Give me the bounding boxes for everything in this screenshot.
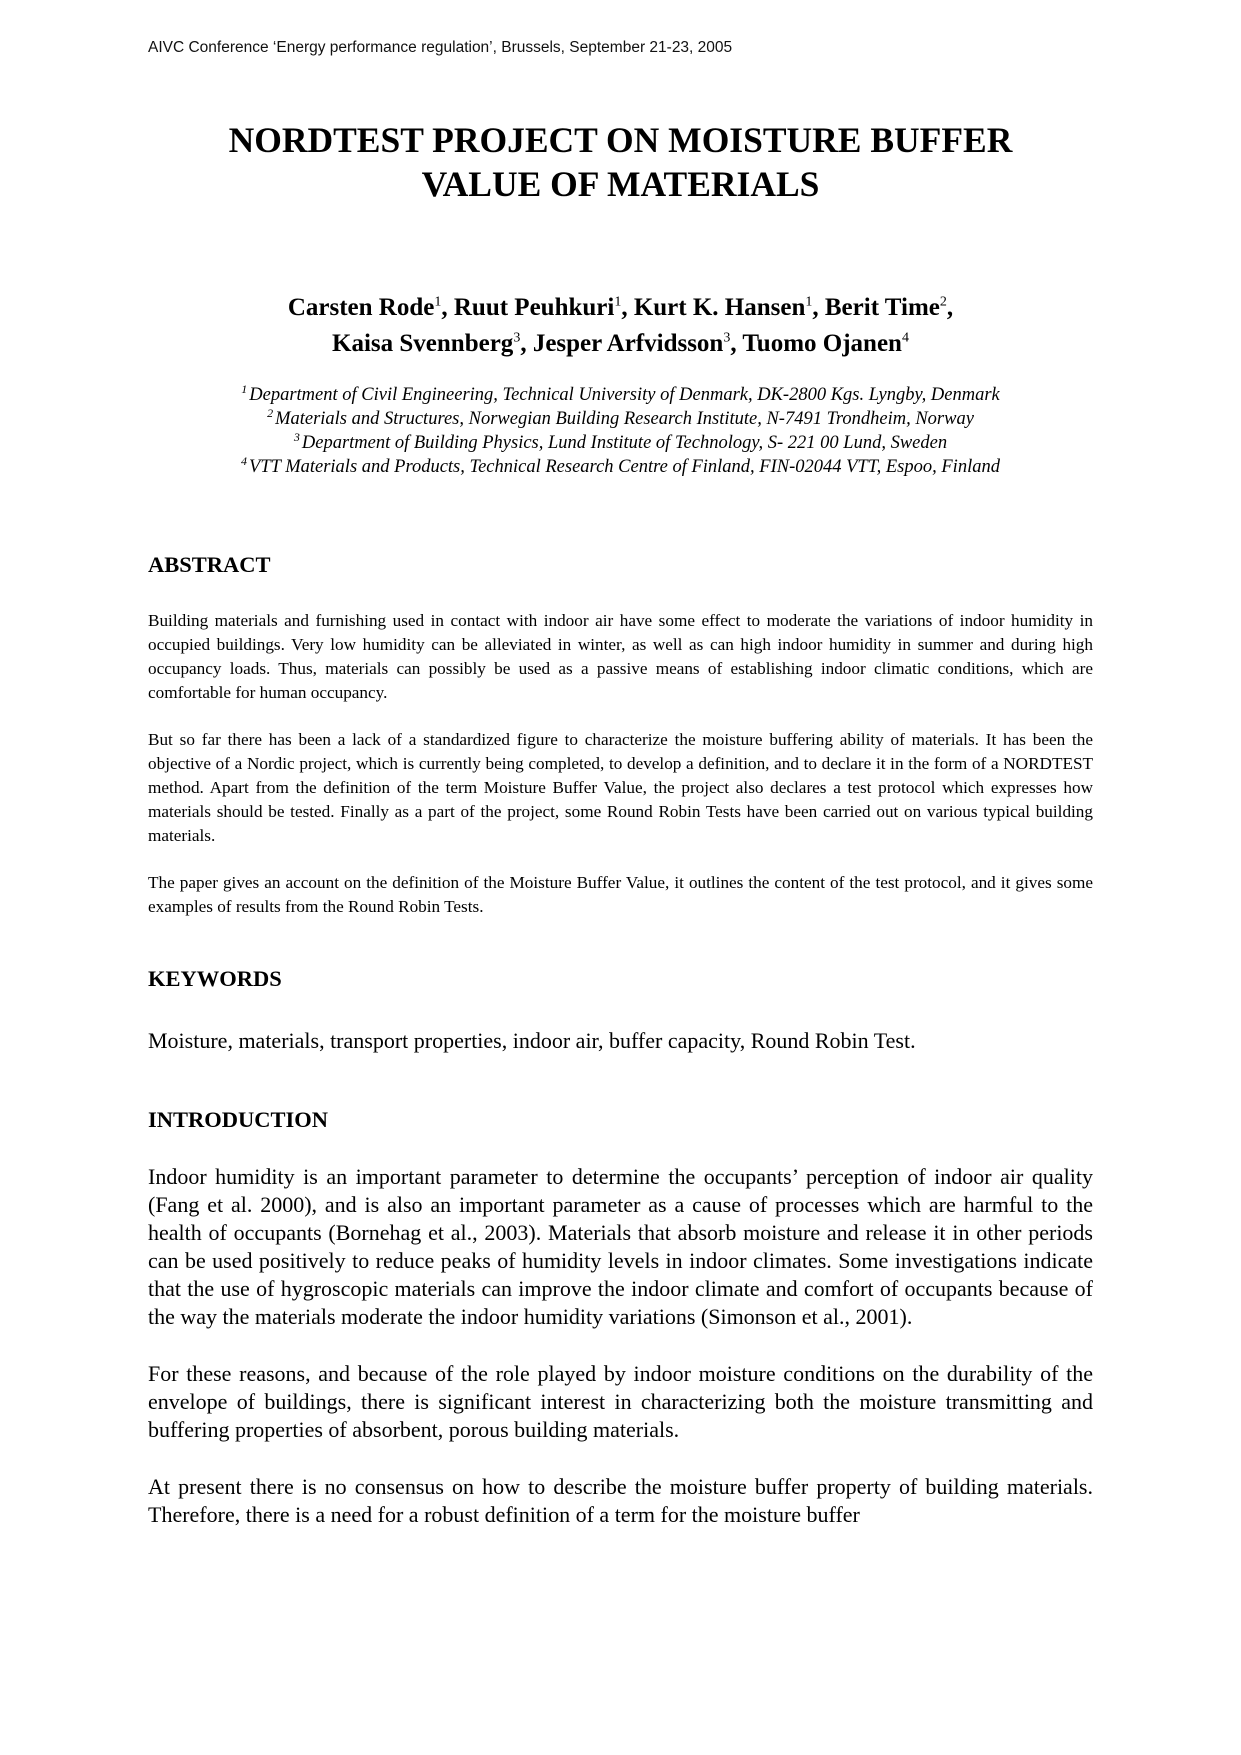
introduction-paragraph: For these reasons, and because of the role played by indoor moisture conditions on the durability of the envelope of buildings, there is significant interest in characterizing both the moisture transmitting and buffering properties of absorbent, porous building materials. <box>148 1361 1093 1442</box>
affiliation-marker: 3 <box>513 330 521 346</box>
author: Tuomo Ojanen$^4$ <box>742 330 909 357</box>
author: Ruut Peuhkuri$^1$, <box>453 294 634 321</box>
keywords-heading: KEYWORDS <box>148 966 282 991</box>
author: Kurt K. Hansen$^1$, <box>633 294 825 321</box>
introduction-paragraph: Indoor humidity is an important parameter to determine the occupants’ perception of indoor air quality (Fang et al. 2000), and is also an important parameter as a cause of processes which are harmful to the health of occupants (Bornehag et al., 2003). Materials that absorb moisture and release it in other periods can be used positively to reduce peaks of humidity levels in indoor climates. Some investigations indicate that the use of hygroscopic materials can improve the indoor climate and comfort of occupants because of the way the materials moderate the indoor humidity variations (Simonson et al., 2001). <box>148 1164 1093 1329</box>
affiliation-marker: 1 <box>434 294 442 310</box>
affiliation-marker: 3 <box>723 330 731 346</box>
introduction-paragraph: At present there is no consensus on how to describe the moisture buffer property of building materials. Therefore, there is a need for a robust definition of a term for the moisture buffer <box>148 1474 1093 1527</box>
affiliation: $^4$ VTT Materials and Products, Technical Research Centre of Finland, FIN-02044 VTT, Espoo, Finland <box>241 453 1000 477</box>
abstract-paragraph: Building materials and furnishing used in contact with indoor air have some effect to moderate the variations of indoor humidity in occupied buildings. Very low humidity can be alleviated in winter, as well as can high indoor humidity in summer and during high occupancy loads. Thus, materials can possibly be used as a passive means of establishing indoor climatic conditions, which are comfortable for human occupancy. <box>148 611 1093 702</box>
affiliation: $^3$ Department of Building Physics, Lund Institute of Technology, S- 221 00 Lund, Sweden <box>293 429 948 453</box>
introduction-body <box>148 1163 1093 1558</box>
affiliation-marker: 1 <box>805 294 813 310</box>
abstract-paragraph: The paper gives an account on the definition of the Moisture Buffer Value, it outlines the content of the test protocol, and it gives some examples of results from the Round Robin Tests. <box>148 873 1093 916</box>
abstract-body <box>148 609 1093 942</box>
title-line-2: VALUE OF MATERIALS <box>421 164 820 204</box>
author: Carsten Rode$^1$, <box>287 294 454 321</box>
paper-title <box>148 118 1093 206</box>
affiliation: $^2$ Materials and Structures, Norwegian Building Research Institute, N-7491 Trondheim, Norway <box>267 405 974 429</box>
affiliation-marker: 1 <box>614 294 622 310</box>
affiliation-marker: 4 <box>901 330 909 346</box>
author: Kaisa Svennberg$^3$, <box>332 330 533 357</box>
abstract-heading: ABSTRACT <box>148 552 271 577</box>
abstract-paragraph: But so far there has been a lack of a standardized figure to characterize the moisture buffering ability of materials. It has been the objective of a Nordic project, which is currently being completed, to develop a definition, and to declare it in the form of a NORDTEST method. Apart from the definition of the term Moisture Buffer Value, the project also declares a test protocol which expresses how materials should be tested. Finally as a part of the project, some Round Robin Tests have been carried out on various typical building materials. <box>148 730 1093 845</box>
affiliation-marker: 2 <box>939 294 947 310</box>
author: Jesper Arfvidsson$^3$, <box>532 330 743 357</box>
affiliation: $^1$ Department of Civil Engineering, Technical University of Denmark, DK-2800 Kgs. Lyngby, Denmark <box>241 381 1000 405</box>
author-list <box>148 290 1093 362</box>
keywords-text: Moisture, materials, transport properties, indoor air, buffer capacity, Round Robin Test. <box>148 1028 916 1053</box>
title-line-1: NORDTEST PROJECT ON MOISTURE BUFFER <box>228 120 1013 160</box>
author: Berit Time$^2$, <box>824 294 954 321</box>
affiliation-list <box>148 383 1093 479</box>
introduction-heading: INTRODUCTION <box>148 1107 329 1132</box>
running-header: AIVC Conference ‘Energy performance regulation’, Brussels, September 21-23, 2005 <box>148 39 733 56</box>
